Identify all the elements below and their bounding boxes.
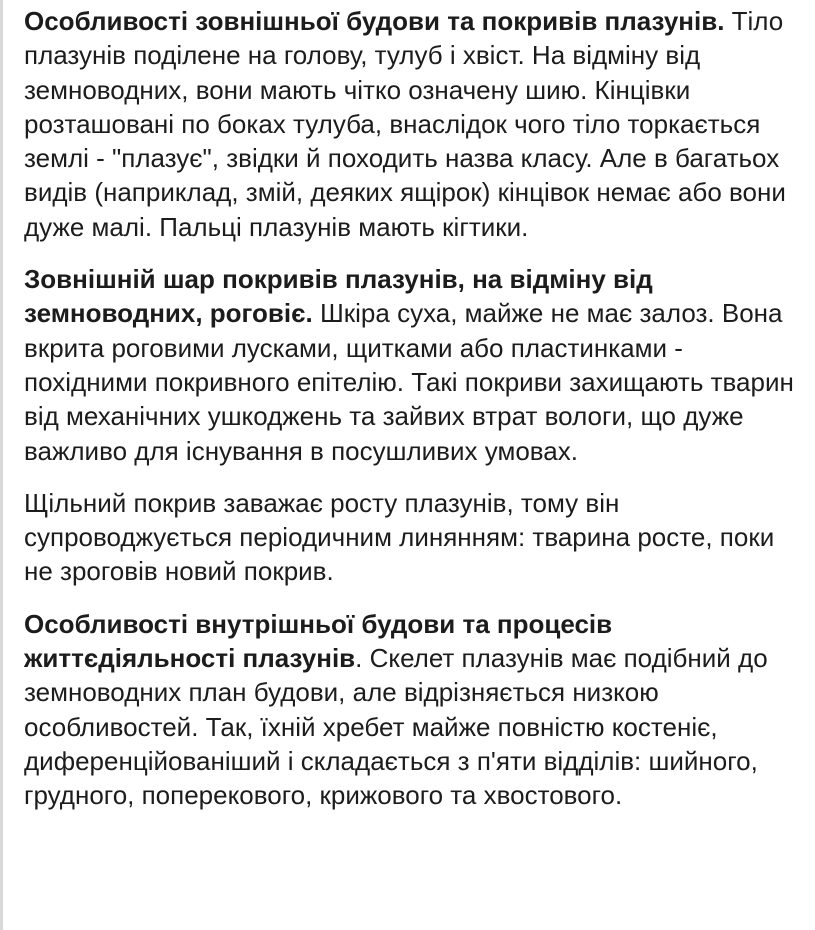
paragraph-text: Шкіра суха, майже не має залоз. Вона вкрита роговими лусками, щитками або пластинками - похідними покривного епітелію. Такі покриви захищають тварин від механічних ушкоджень та зайвих втрат вологи, що дуже важливо для існування в посушливих умовах. (24, 298, 794, 466)
paragraph-heading: Особливості зовнішньої будови та покривів плазунів. (24, 6, 725, 36)
paragraph-internal-structure (24, 607, 810, 813)
paragraph-skin-layer (24, 262, 810, 468)
paragraph-molting (24, 486, 810, 589)
paragraph-text: Тіло плазунів поділене на голову, тулуб і хвіст. На відміну від земноводних, вони мають чітко означену шию. Кінцівки розташовані по боках тулуба, внаслідок чого тіло торкається землі - "плазує", звідки й походить назва класу. Але в багатьох видів (наприклад, змій, деяких ящірок) кінцівок немає або вони дуже малі. Пальці плазунів мають кігтики. (24, 6, 786, 242)
paragraph-heading: Особливості внутрішньої будови та процесів життєдіяльності плазунів (24, 608, 613, 674)
document-content (24, 4, 810, 813)
paragraph-text: Щільний покрив заважає росту плазунів, тому він супроводжується періодичним линянням: тварина росте, поки не зроговів новий покрив. (24, 487, 775, 587)
left-border-line (0, 0, 3, 930)
paragraph-text: . Скелет плазунів має подібний до земноводних план будови, але відрізняється низкою особливостей. Так, їхній хребет майже повністю костеніє, диференційованіший і складається з п'яти відділів: шийного, грудного, поперекового, крижового та хвостового. (24, 643, 768, 811)
paragraph-external-structure (24, 4, 810, 244)
paragraph-heading: Зовнішній шар покривів плазунів, на відміну від земноводних, роговіє. (24, 264, 653, 329)
